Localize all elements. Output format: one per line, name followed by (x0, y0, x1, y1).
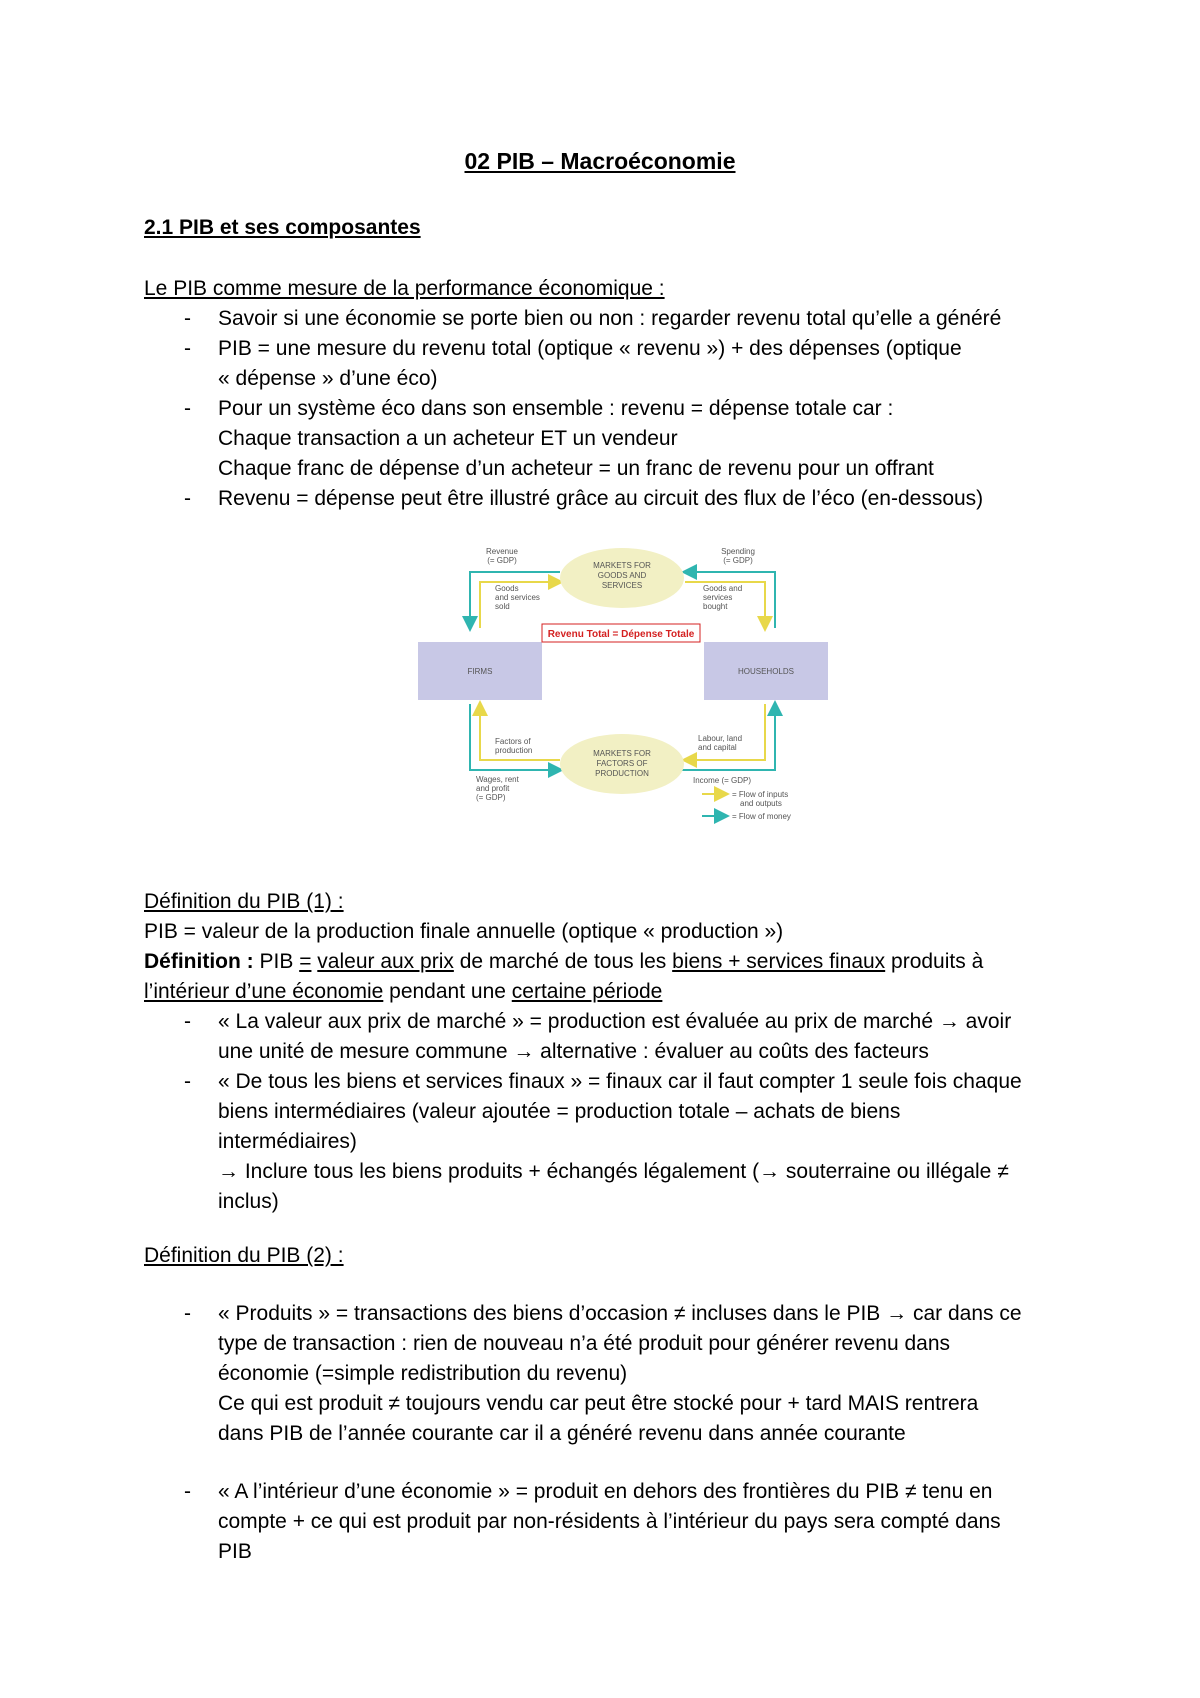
revenue-label: (= GDP) (487, 556, 517, 565)
def1-line1: PIB = valeur de la production finale annuelle (optique « production ») (144, 920, 784, 943)
spending-label: (= GDP) (723, 556, 753, 565)
markets-factors-label: FACTORS OF (596, 759, 648, 768)
def1-term-interieur: l’intérieur d’une économie (144, 980, 384, 1003)
factors-label: production (495, 746, 533, 755)
wages-label: and profit (476, 784, 510, 793)
def2-bullet-2c: PIB (218, 1540, 252, 1563)
goods-sold-label: sold (495, 602, 510, 611)
def1-bullet-2a: « De tous les biens et services finaux » = finaux car il faut compter 1 seule fois chaque (218, 1070, 1022, 1093)
def1-term-periode: certaine période (511, 980, 663, 1003)
markets-goods-label: MARKETS FOR (593, 561, 651, 570)
goods-flow-top-left (480, 582, 560, 628)
income-label: Income (= GDP) (693, 776, 752, 785)
markets-goods-label: GOODS AND (597, 571, 647, 580)
def2-bullet-1e: dans PIB de l’année courante car il a généré revenu dans année courante (218, 1422, 906, 1445)
legend-money-label: = Flow of money (732, 812, 791, 821)
def1-term-biens: biens + services finaux (672, 950, 886, 973)
factors-label: Factors of (495, 737, 531, 746)
labour-label: Labour, land (698, 734, 743, 743)
perf-bullet-3a: Pour un système éco dans son ensemble : revenu = dépense totale car : (218, 397, 894, 420)
bullet-dash: - (184, 1070, 191, 1093)
def1-label: Définition : (144, 950, 254, 973)
bullet-dash: - (184, 337, 191, 360)
def2-bullet-1a: « Produits » = transactions des biens d’occasion ≠ incluses dans le PIB → car dans ce (218, 1302, 1022, 1325)
bullet-dash: - (184, 397, 191, 420)
legend-inputs-label: and outputs (740, 799, 782, 808)
goods-sold-label: Goods (495, 584, 519, 593)
bullet-dash: - (184, 1010, 191, 1033)
perf-bullet-1: Savoir si une économie se porte bien ou non : regarder revenu total qu’elle a généré (218, 307, 1002, 330)
def1-bullet-2d: → Inclure tous les biens produits + échangés légalement (→ souterraine ou illégale ≠ (218, 1160, 1009, 1183)
perf-bullet-2a: PIB = une mesure du revenu total (optique « revenu ») + des dépenses (optique (218, 337, 962, 360)
bullet-dash: - (184, 1302, 191, 1325)
def1-term-valeur: valeur aux prix (317, 950, 454, 973)
perf-heading: Le PIB comme mesure de la performance économique : (144, 277, 665, 300)
bullet-dash: - (184, 307, 191, 330)
def1-heading: Définition du PIB (1) : (144, 890, 344, 913)
spending-label: Spending (721, 547, 755, 556)
circular-flow-diagram (410, 538, 840, 828)
markets-goods-label: SERVICES (601, 581, 643, 590)
def1-bullet-2e: inclus) (218, 1190, 279, 1213)
def2-bullet-1c: économie (=simple redistribution du revenu) (218, 1362, 628, 1385)
def2-bullet-2a: « A l’intérieur d’une économie » = produit en dehors des frontières du PIB ≠ tenu en (218, 1480, 993, 1503)
def1-bullet-1a: « La valeur aux prix de marché » = production est évaluée au prix de marché → avoir (218, 1010, 1012, 1033)
goods-bought-label: services (703, 593, 733, 602)
def1-bullet-2c: intermédiaires) (218, 1130, 357, 1153)
labour-label: and capital (698, 743, 737, 752)
perf-bullet-2b: « dépense » d’une éco) (218, 367, 438, 390)
legend-inputs-label: = Flow of inputs (732, 790, 789, 799)
def2-bullet-1b: type de transaction : rien de nouveau n’a été produit pour générer revenu dans (218, 1332, 950, 1355)
bullet-dash: - (184, 487, 191, 510)
def2-bullet-2b: compte + ce qui est produit par non-résidents à l’intérieur du pays sera compté dans (218, 1510, 1001, 1533)
markets-factors-label: PRODUCTION (595, 769, 649, 778)
center-label: Revenu Total = Dépense Totale (547, 629, 695, 640)
page-title: 02 PIB – Macroéconomie (464, 148, 736, 174)
households-label: HOUSEHOLDS (737, 667, 795, 676)
wages-label: Wages, rent (476, 775, 519, 784)
goods-sold-label: and services (495, 593, 540, 602)
firms-label: FIRMS (467, 667, 493, 676)
bullet-dash: - (184, 1480, 191, 1503)
def1-bullet-1b: une unité de mesure commune → alternative : évaluer au coûts des facteurs (218, 1040, 929, 1063)
def2-bullet-1d: Ce qui est produit ≠ toujours vendu car peut être stocké pour + tard MAIS rentrera (218, 1392, 979, 1415)
perf-bullet-3c: Chaque franc de dépense d’un acheteur = un franc de revenu pour un offrant (218, 457, 934, 480)
def1-line2: Définition : PIB = valeur aux prix de marché de tous les biens + services finaux produits à (144, 950, 984, 973)
def1-bullet-2b: biens intermédiaires (valeur ajoutée = production totale – achats de biens (218, 1100, 901, 1123)
perf-bullet-3b: Chaque transaction a un acheteur ET un vendeur (218, 427, 678, 450)
revenue-label: Revenue (485, 547, 519, 556)
goods-bought-label: Goods and (703, 584, 743, 593)
perf-bullet-4: Revenu = dépense peut être illustré grâce au circuit des flux de l’éco (en-dessous) (218, 487, 984, 510)
def2-heading: Définition du PIB (2) : (144, 1244, 344, 1267)
markets-factors-label: MARKETS FOR (593, 749, 651, 758)
section-heading: 2.1 PIB et ses composantes (144, 216, 421, 239)
wages-label: (= GDP) (476, 793, 506, 802)
goods-bought-label: bought (703, 602, 728, 611)
def1-line3: l’intérieur d’une économie pendant une certaine période (144, 980, 663, 1003)
